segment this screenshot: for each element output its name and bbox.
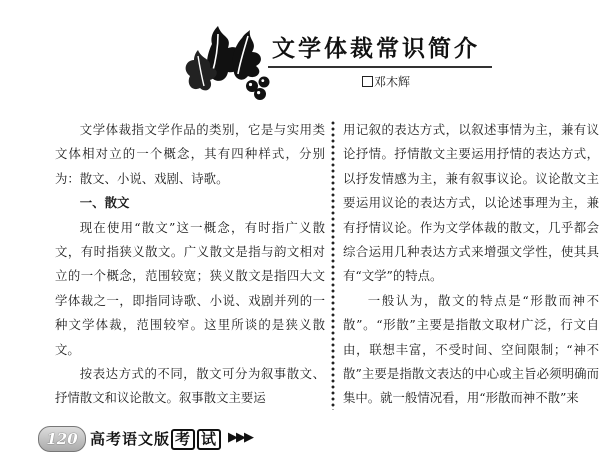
author-line: [362, 73, 410, 90]
article-header: [0, 0, 600, 110]
author-box-icon: [362, 76, 373, 87]
continued-paragraph: 用记叙的表达方式，以叙述事情为主，兼有议论抒情。抒情散文主要运用抒情的表达方式，以抒发情感为主，兼有叙事议论。议论散文主要运用议论的表达方式，以论述事理为主，兼有抒情议论。作为文学体裁的散文，几乎都会综合运用几种表达方式来增强文学性，使其具有“文学”的特点。: [343, 122, 599, 284]
page-footer: [38, 426, 288, 452]
author-name: 邓木辉: [374, 75, 411, 89]
right-column: [343, 118, 599, 411]
article-title: 文学体裁常识简介: [272, 36, 480, 62]
column-divider: [331, 120, 335, 410]
prose-features-paragraph: 一般认为，散文的特点是“形散而神不散”。“形散”主要是指散文取材广泛，行文自由，联想丰富，不受时间、空间限制；“神不散”主要是指散文表达的中心或主旨必须明确而集中。就一般情况看，用“形散而神不散”来: [343, 292, 599, 406]
left-column: [55, 118, 325, 411]
magazine-boxed-char-2: 试: [197, 429, 221, 450]
section-heading: 一、散文: [79, 195, 130, 211]
arrow-icons: ▶▶▶: [228, 430, 252, 445]
magazine-name: [90, 428, 222, 450]
prose-types-paragraph: 按表达方式的不同，散文可分为叙事散文、抒情散文和议论散文。叙事散文主要运: [55, 366, 325, 406]
magazine-prefix: 高考语文版: [90, 430, 171, 448]
intro-paragraph: 文学体裁指文学作品的类别，它是与实用类文体相对立的一个概念，其有四种样式，分别为：散文、小说、戏剧、诗歌。: [55, 122, 325, 186]
title-rule: [268, 66, 492, 68]
holly-icon: [178, 22, 278, 104]
prose-definition-paragraph: 现在使用“散文”这一概念，有时指广义散文，有时指狭义散文。广义散文是指与韵文相对立的一个概念，范围较宽；狭义散文是指四大文学体裁之一，即指同诗歌、小说、戏剧并列的一种文学体裁，范围较窄。这里所谈的是狭义散文。: [55, 219, 325, 357]
magazine-boxed-char-1: 考: [171, 429, 195, 450]
page-number-badge: 120: [38, 426, 86, 452]
